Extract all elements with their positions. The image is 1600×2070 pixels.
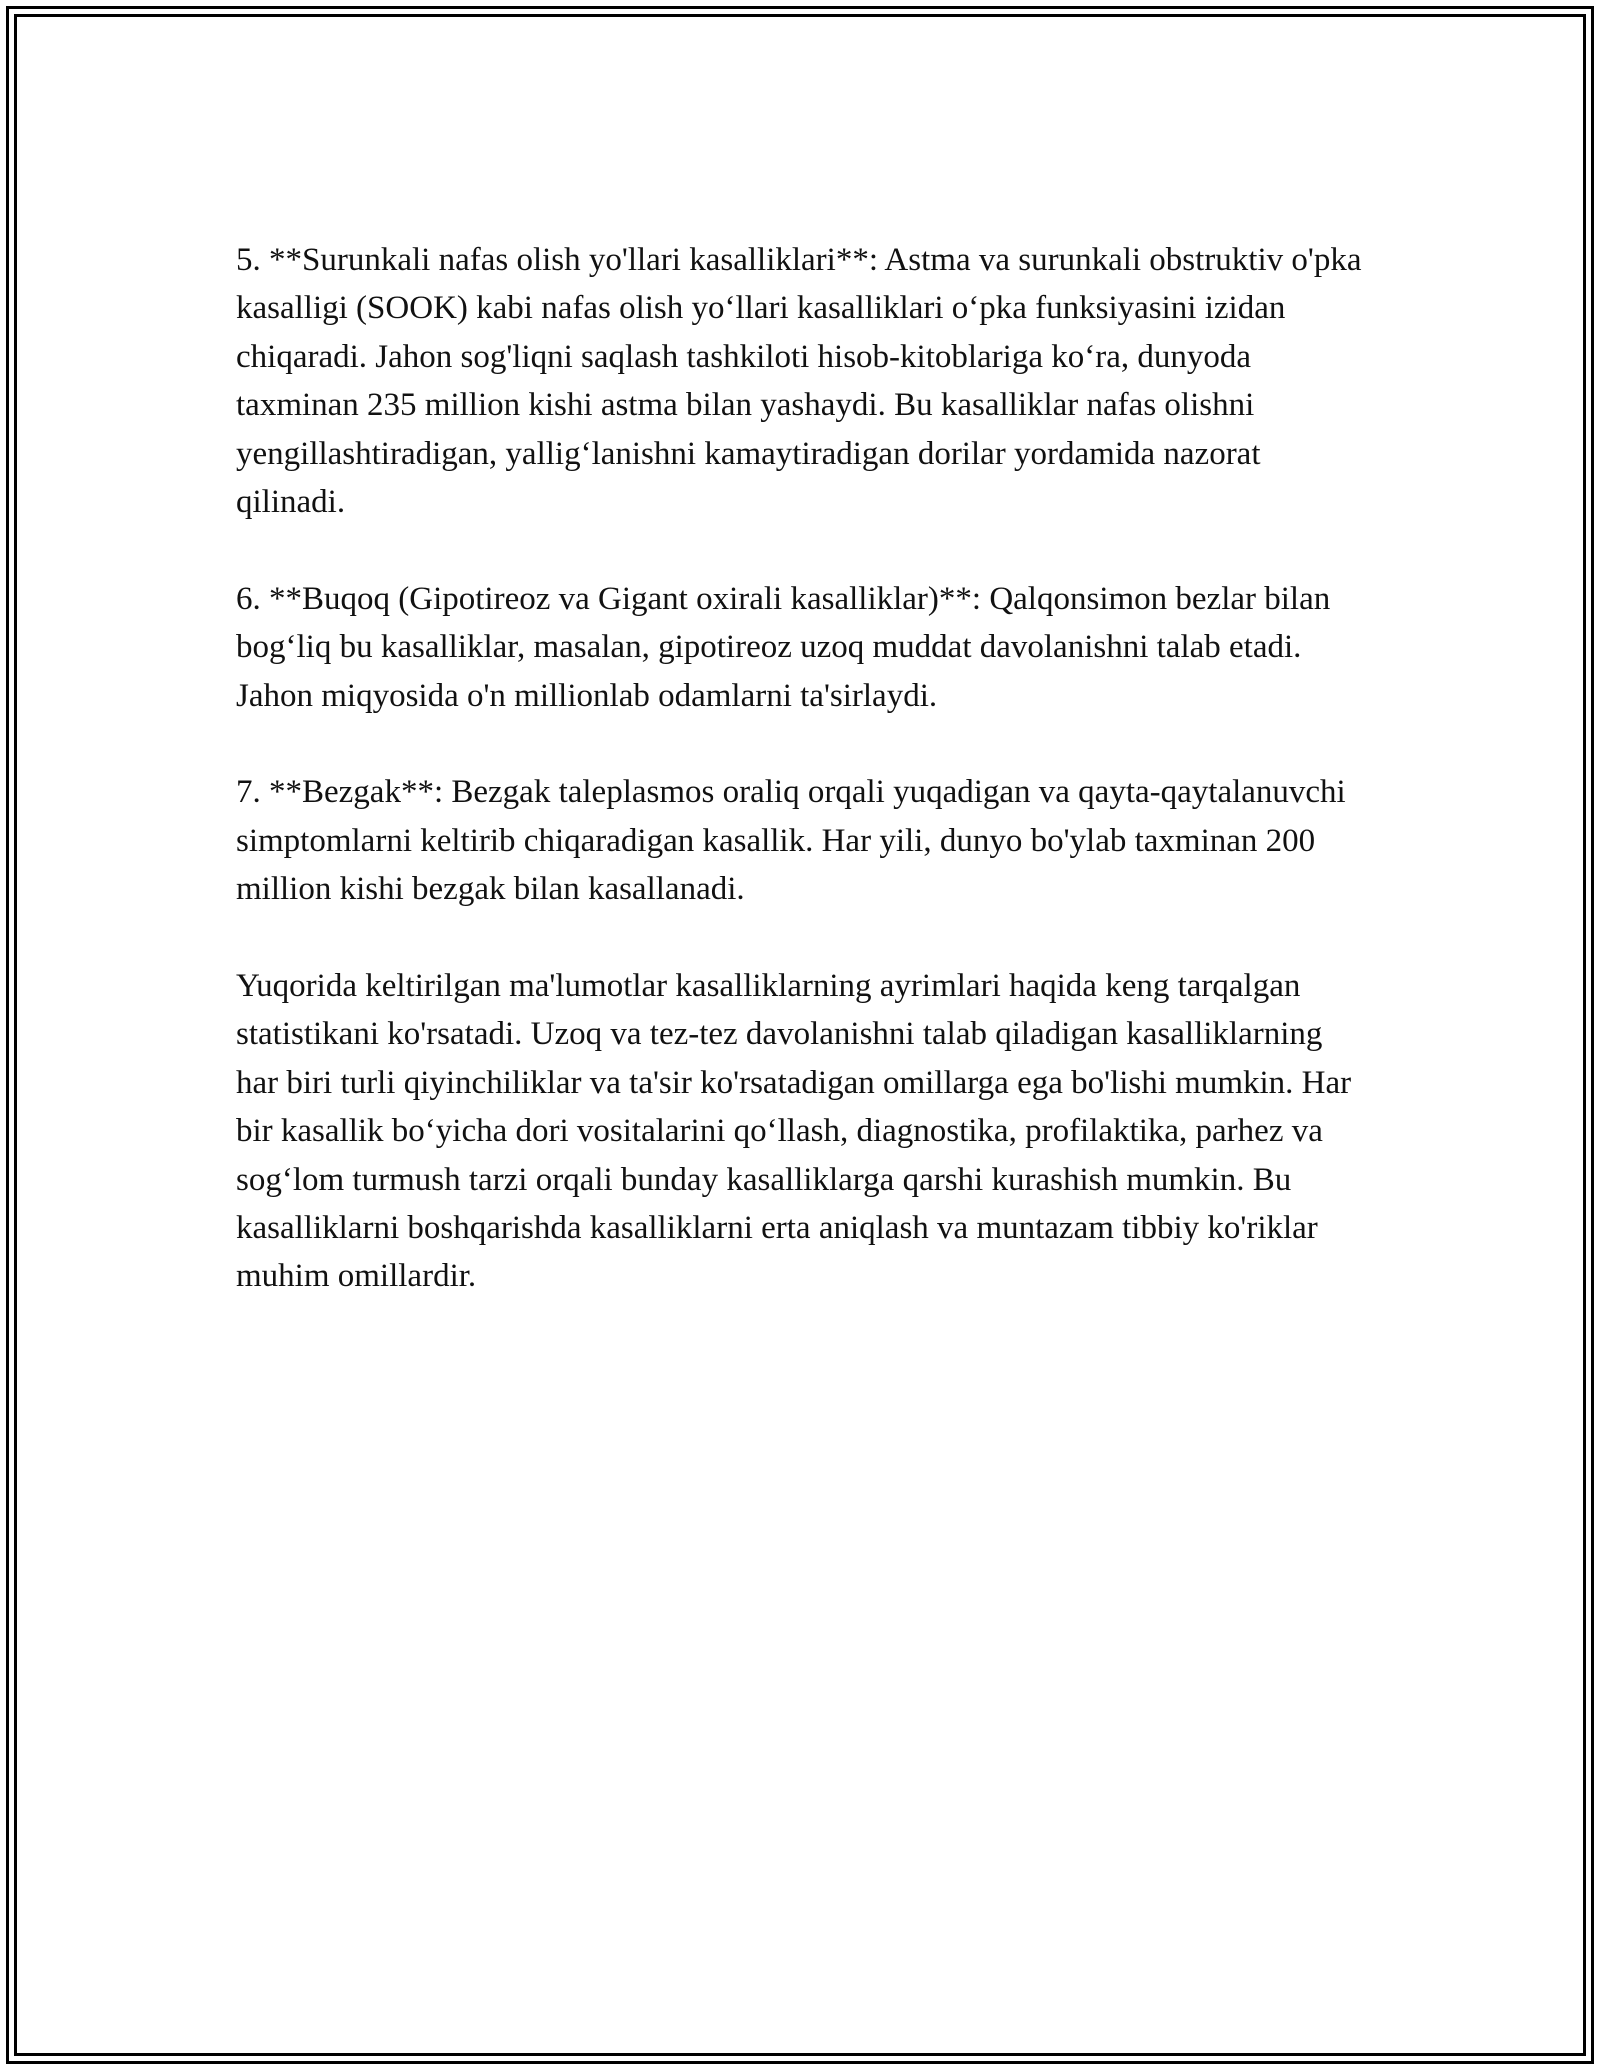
paragraph-conclusion: Yuqorida keltirilgan ma'lumotlar kasalliklarning ayrimlari haqida keng tarqalgan statistikani ko'rsatadi. Uzoq va tez-tez davolanishni talab qiladigan kasalliklarning har biri turli qiyinchiliklar va ta'sir ko'rsatadigan omillarga ega bo'lishi mumkin. Har bir kasallik bo‘yicha dori vositalarini qo‘llash, diagnostika, profilaktika, parhez va sog‘lom turmush tarzi orqali bunday kasalliklarga qarshi kurashish mumkin. Bu kasalliklarni boshqarishda kasalliklarni erta aniqlash va muntazam tibbiy ko'riklar muhim omillardir. xyxy=(236,968,1352,1295)
document-body xyxy=(236,236,1366,1301)
paragraph-malaria: 7. **Bezgak**: Bezgak taleplasmos oraliq orqali yuqadigan va qayta-qaytalanuvchi simptomlarni keltirib chiqaradigan kasallik. Har yili, dunyo bo'ylab taxminan 200 million kishi bezgak bilan kasallanadi. xyxy=(236,774,1346,908)
paragraph-thyroid-diseases: 6. **Buqoq (Gipotireoz va Gigant oxirali kasalliklar)**: Qalqonsimon bezlar bilan bog‘liq bu kasalliklar, masalan, gipotireoz uzoq muddat davolanishni talab etadi. Jahon miqyosida o'n millionlab odamlarni ta'sirlaydi. xyxy=(236,580,1331,714)
paragraph-respiratory-diseases: 5. **Surunkali nafas olish yo'llari kasalliklari**: Astma va surunkali obstruktiv o'pka kasalligi (SOOK) kabi nafas olish yo‘llari kasalliklari o‘pka funksiyasini izidan chiqaradi. Jahon sog'liqni saqlash tashkiloti hisob-kitoblariga ko‘ra, dunyoda taxminan 235 million kishi astma bilan yashaydi. Bu kasalliklar nafas olishni yengillashtiradigan, yallig‘lanishni kamaytiradigan dorilar yordamida nazorat qilinadi. xyxy=(236,242,1362,521)
